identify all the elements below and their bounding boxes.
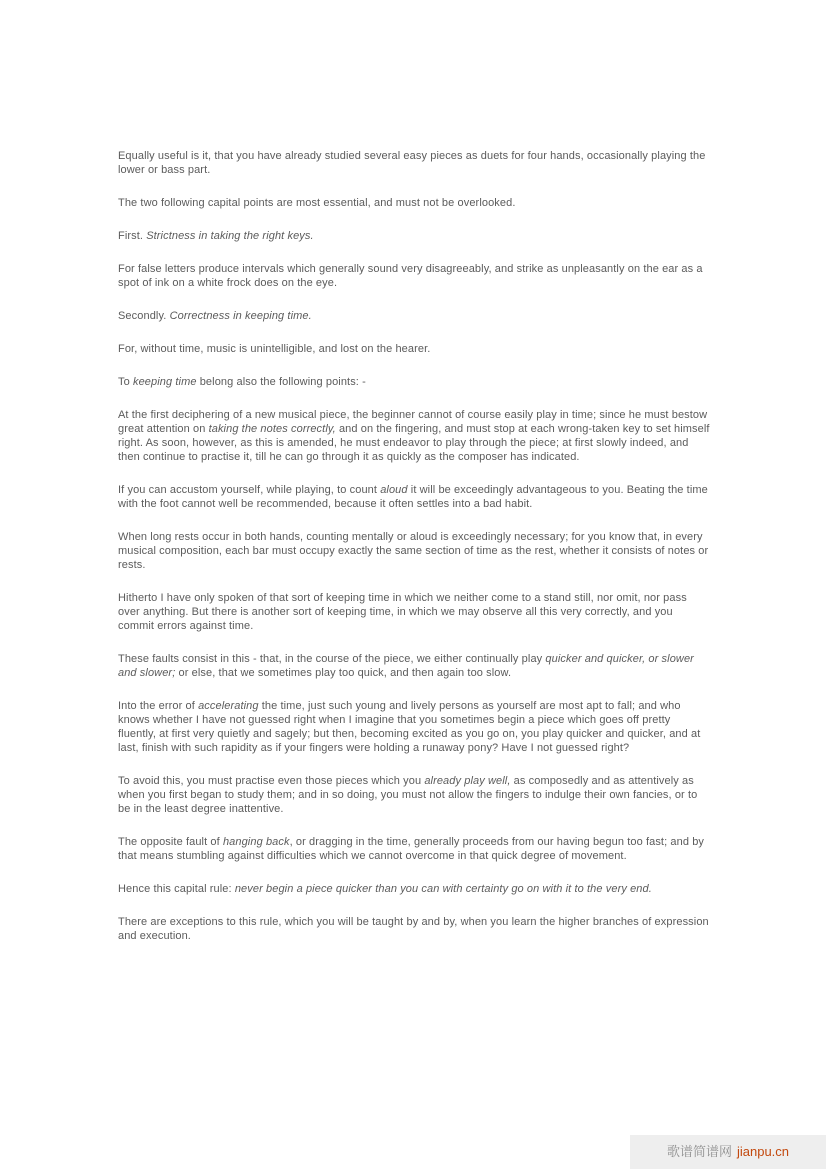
text-segment: For, without time, music is unintelligible, and lost on the hearer. bbox=[118, 343, 431, 355]
paragraph bbox=[118, 342, 710, 356]
italic-text-segment: Strictness in taking the right keys. bbox=[146, 230, 314, 242]
text-segment: belong also the following points: - bbox=[196, 376, 366, 388]
text-segment: Equally useful is it, that you have already studied several easy pieces as duets for four hands, occasionally playing the lower or bass part. bbox=[118, 150, 706, 176]
document-body bbox=[118, 149, 710, 962]
text-segment: The opposite fault of bbox=[118, 836, 223, 848]
text-segment: These faults consist in this - that, in the course of the piece, we either continually play bbox=[118, 653, 546, 665]
watermark-site-name: 歌谱简谱网 bbox=[666, 1144, 732, 1159]
paragraph bbox=[118, 483, 710, 511]
italic-text-segment: keeping time bbox=[132, 376, 197, 388]
italic-text-segment: Correctness in keeping time. bbox=[169, 310, 312, 322]
italic-text-segment: already play well, bbox=[424, 775, 511, 787]
text-segment: There are exceptions to this rule, which you will be taught by and by, when you learn the higher branches of expression and execution. bbox=[118, 916, 709, 942]
italic-text-segment: hanging back bbox=[222, 836, 290, 848]
text-segment: it will be exceedingly advantageous to you. Beating the time with the foot cannot well be recommended, because it often settles into a bad habit. bbox=[118, 484, 708, 510]
paragraph bbox=[118, 915, 710, 943]
paragraph bbox=[118, 375, 710, 389]
text-segment: , or dragging in the time, generally proceeds from our having begun too fast; and by that means stumbling against difficulties which we cannot overcome in that quick degree of movement. bbox=[118, 836, 705, 862]
paragraph bbox=[118, 262, 710, 290]
paragraph bbox=[118, 591, 710, 633]
text-segment: and on the fingering, and must stop at each wrong-taken key to set himself right. As soon, however, as this is amended, he must endeavor to play through the piece; at first slowly indeed, and then continue to practise it, till he can go through it as quickly as the composer has indicated. bbox=[118, 423, 710, 463]
text-segment: Hence this capital rule: bbox=[118, 883, 235, 895]
paragraph bbox=[118, 835, 710, 863]
italic-text-segment: accelerating bbox=[198, 700, 259, 712]
italic-text-segment: never begin a piece quicker than you can with certainty go on with it to the very end. bbox=[234, 883, 652, 895]
paragraph bbox=[118, 149, 710, 177]
text-segment: Hitherto I have only spoken of that sort of keeping time in which we neither come to a stand still, nor omit, nor pass over anything. But there is another sort of keeping time, in which we may observe all this very correctly, and you commit errors against time. bbox=[118, 592, 687, 632]
watermark-site-url: jianpu.cn bbox=[736, 1144, 790, 1159]
text-segment: At the first deciphering of a new musical piece, the beginner cannot of course easily play in time; since he must bestow great attention on bbox=[118, 409, 708, 435]
paragraph bbox=[118, 229, 710, 243]
italic-text-segment: quicker and quicker, or slower and slower; bbox=[118, 653, 694, 679]
text-segment: Secondly. bbox=[118, 310, 170, 322]
paragraph bbox=[118, 774, 710, 816]
text-segment: or else, that we sometimes play too quick, and then again too slow. bbox=[175, 667, 512, 679]
paragraph bbox=[118, 882, 710, 896]
text-segment: When long rests occur in both hands, counting mentally or aloud is exceedingly necessary; for you know that, in every musical composition, each bar must occupy exactly the same section of time as the rest, whether it consists of notes or rests. bbox=[118, 531, 709, 571]
text-segment: as composedly and as attentively as when you first began to study them; and in so doing, you must not allow the fingers to indulge their own fancies, or to be in the least degree inattentive. bbox=[118, 775, 698, 815]
paragraph bbox=[118, 652, 710, 680]
text-segment: The two following capital points are most essential, and must not be overlooked. bbox=[118, 197, 516, 209]
watermark bbox=[630, 1135, 826, 1169]
text-segment: To bbox=[118, 376, 133, 388]
text-segment: First. bbox=[118, 230, 147, 242]
paragraph bbox=[118, 196, 710, 210]
text-segment: If you can accustom yourself, while playing, to count bbox=[118, 484, 381, 496]
paragraph bbox=[118, 408, 710, 464]
italic-text-segment: taking the notes correctly, bbox=[208, 423, 336, 435]
text-segment: To avoid this, you must practise even those pieces which you bbox=[118, 775, 425, 787]
text-segment: Into the error of bbox=[118, 700, 199, 712]
italic-text-segment: aloud bbox=[380, 484, 408, 496]
text-segment: For false letters produce intervals which generally sound very disagreeably, and strike as unpleasantly on the ear as a spot of ink on a white frock does on the eye. bbox=[118, 263, 703, 289]
paragraph bbox=[118, 309, 710, 323]
paragraph bbox=[118, 699, 710, 755]
paragraph bbox=[118, 530, 710, 572]
text-segment: the time, just such young and lively persons as yourself are most apt to fall; and who knows whether I have not guessed right when I imagine that you sometimes begin a piece which goes off pretty fluently, at first very quietly and sagely; but then, becoming excited as you go on, you play quicker and quicker, and at last, finish with such rapidity as if your fingers were holding a runaway pony? Have I not guessed right? bbox=[118, 700, 701, 754]
